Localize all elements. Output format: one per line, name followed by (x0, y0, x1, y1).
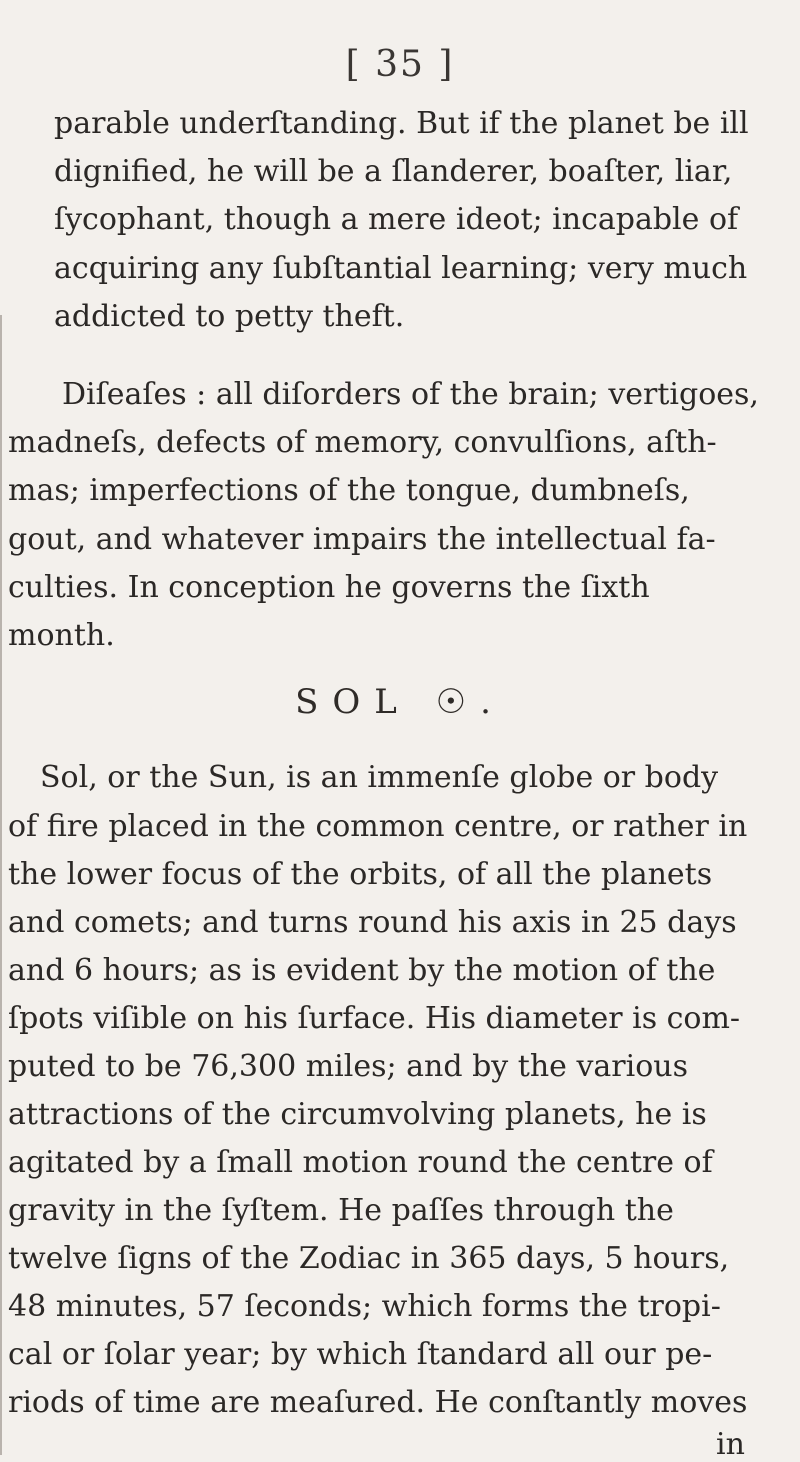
text-line: madneſs, defects of memory, convulſions, aſth- (8, 425, 717, 460)
text-line: Diſeaſes : all diſorders of the brain; vertigoes, (62, 377, 759, 412)
text-line: riods of time are meaſured. He conſtantly moves (8, 1385, 748, 1420)
text-line: the lower focus of the orbits, of all the planets (8, 857, 713, 892)
text-line: 48 minutes, 57 ſeconds; which forms the tropi- (8, 1289, 721, 1324)
text-line: acquiring any ſubſtantial learning; very much (54, 251, 748, 286)
text-line: and comets; and turns round his axis in 25 days (8, 905, 737, 940)
page-number-header: [ 35 ] (345, 44, 455, 85)
text-line: cal or ſolar year; by which ſtandard all our pe- (8, 1337, 713, 1372)
text-line: dignified, he will be a ſlanderer, boaſter, liar, (54, 154, 733, 189)
page-gutter-edge (0, 315, 2, 1455)
text-line: twelve ſigns of the Zodiac in 365 days, 5 hours, (8, 1241, 730, 1276)
text-line: mas; imperfections of the tongue, dumbneſs, (8, 473, 690, 508)
text-line: ſycophant, though a mere ideot; incapable of (54, 202, 739, 237)
text-line: culties. In conception he governs the ſixth (8, 570, 650, 605)
catchword: in (716, 1427, 745, 1462)
text-line: gout, and whatever impairs the intellectual fa- (8, 522, 716, 557)
text-line: and 6 hours; as is evident by the motion of the (8, 953, 716, 988)
section-title: SOL ☉. (295, 682, 505, 722)
text-line: Sol, or the Sun, is an immenſe globe or body (40, 760, 719, 795)
text-line: attractions of the circumvolving planets, he is (8, 1097, 707, 1132)
text-line: gravity in the ſyſtem. He paſſes through the (8, 1193, 674, 1228)
text-line: parable underſtanding. But if the planet be ill (54, 106, 749, 141)
text-line: addicted to petty theft. (54, 299, 405, 334)
text-line: puted to be 76,300 miles; and by the various (8, 1049, 689, 1084)
text-line: agitated by a ſmall motion round the centre of (8, 1145, 713, 1180)
text-line: of fire placed in the common centre, or rather in (8, 809, 748, 844)
text-line: ſpots viſible on his ſurface. His diameter is com- (8, 1001, 741, 1036)
text-line: month. (8, 618, 115, 653)
